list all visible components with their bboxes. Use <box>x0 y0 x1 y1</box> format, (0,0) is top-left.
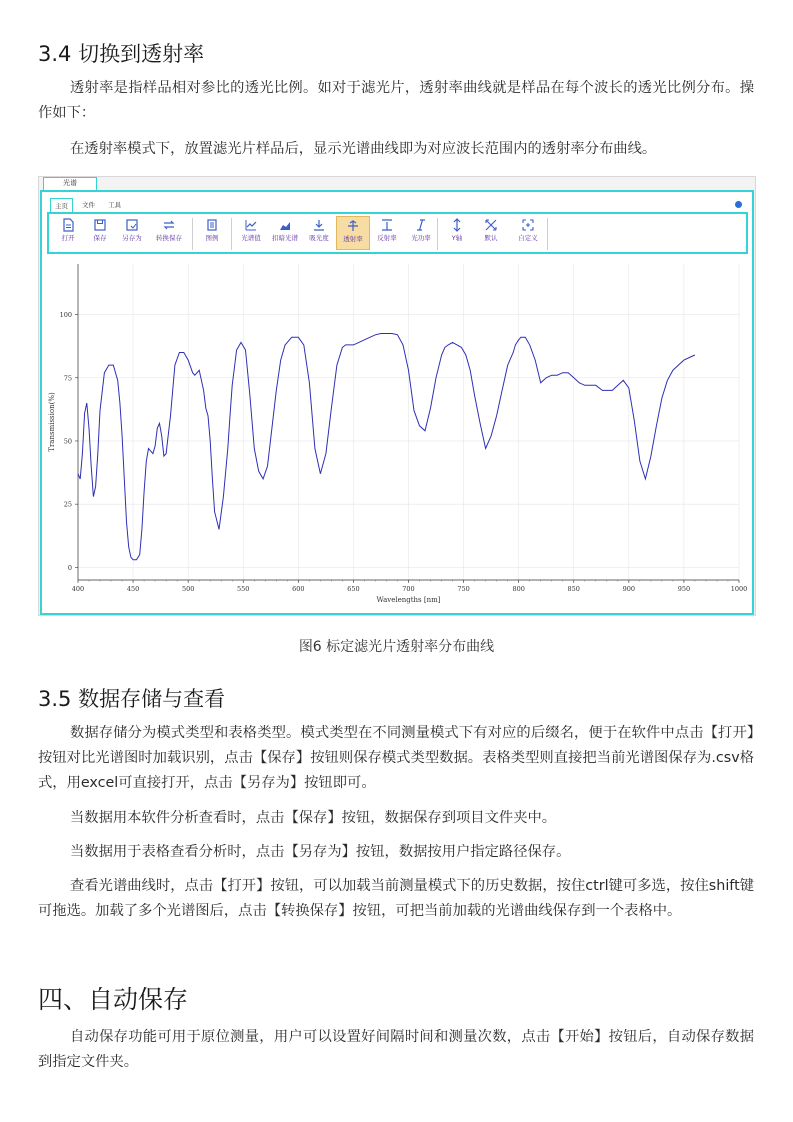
ribbon-toolbar <box>47 212 748 254</box>
x-tick-label: 900 <box>622 585 636 593</box>
paragraph-save-as-info: 当数据用于表格查看分析时，点击【另存为】按钮，数据按用户指定路径保存。 <box>70 844 571 860</box>
y-tick-label: 100 <box>59 311 72 320</box>
reflectance-label: 反射率 <box>377 234 397 242</box>
convert-save-label: 转换保存 <box>156 234 182 242</box>
y-tick-label: 75 <box>63 374 72 383</box>
x-tick-label: 600 <box>292 585 305 593</box>
paragraph-open-info: 查看光谱曲线时，点击【打开】按钮，可以加载当前测量模式下的历史数据，按住ctrl键可多选，按住shift键可拖选。加载了多个光谱图后，点击【转换保存】按钮，可把当前加载的光谱曲线保存到一个表格中。 <box>38 878 754 919</box>
download-icon <box>312 218 326 232</box>
x-tick-label: 750 <box>457 585 470 593</box>
y-axis-button[interactable] <box>440 216 474 250</box>
document-tab-strip <box>39 177 755 191</box>
figure-caption: 图6 标定滤光片透射率分布曲线 <box>298 639 495 655</box>
toolbar-separator <box>192 218 193 250</box>
toolbar-separator <box>437 218 438 250</box>
save-icon <box>93 218 107 232</box>
save-as-button[interactable] <box>115 216 149 250</box>
x-tick-label: 450 <box>126 585 140 593</box>
section-heading-3-4: 3.4 切换到透射率 <box>38 42 205 66</box>
ribbon-tab-home[interactable]: 主页 <box>50 198 73 213</box>
fit-icon <box>484 218 498 232</box>
paragraph-storage-types: 数据存储分为模式类型和表格类型。模式类型在不同测量模式下有对应的后缀名，便于在软件中点击【打开】按钮对比光谱图时加载识别，点击【保存】按钮则保存模式类型数据。表格类型则直接把当前光谱图保存为.csv格式，用excel可直接打开，点击【另存为】按钮即可。 <box>38 725 754 791</box>
legend-label: 图例 <box>205 234 219 242</box>
area-chart-icon <box>278 218 292 232</box>
scan-spectrum-label: 扣暗光谱 <box>272 234 298 242</box>
convert-save-button[interactable] <box>149 216 189 250</box>
chart-grid <box>78 264 739 580</box>
reflectance-button[interactable] <box>370 216 404 250</box>
absorbance-button[interactable] <box>302 216 336 250</box>
ribbon-collapse-icon[interactable] <box>735 201 742 208</box>
legend-button[interactable] <box>195 216 229 250</box>
transmission-chart <box>42 256 752 613</box>
section-heading-4: 四、自动保存 <box>38 985 189 1014</box>
transmittance-label: 透射率 <box>343 235 363 243</box>
save-as-label: 另存为 <box>122 234 142 242</box>
x-tick-label: 400 <box>71 585 85 593</box>
convert-icon <box>162 218 176 232</box>
line-chart-icon <box>244 218 258 232</box>
open-button[interactable] <box>51 216 85 250</box>
italic-i-icon <box>414 218 428 232</box>
y-tick-label: 0 <box>67 563 72 572</box>
y-tick-label: 50 <box>63 437 72 446</box>
scan-spectrum-button[interactable] <box>268 216 302 250</box>
default-button[interactable] <box>474 216 508 250</box>
x-tick-label: 850 <box>567 585 580 593</box>
default-label: 默认 <box>484 234 498 242</box>
chart-ticks <box>60 311 748 593</box>
x-tick-label: 950 <box>677 585 691 593</box>
custom-button[interactable] <box>508 216 548 250</box>
software-screenshot-figure <box>38 176 756 616</box>
paragraph-transmittance-intro: 透射率是指样品相对参比的透光比例。如对于滤光片，透射率曲线就是样品在每个波长的透光比例分布。操作如下： <box>38 80 754 121</box>
toolbar-separator <box>547 218 548 250</box>
y-tick-label: 25 <box>63 500 72 509</box>
vertical-arrows-icon <box>450 218 464 232</box>
spectrum-button[interactable] <box>234 216 268 250</box>
ribbon-tab-file[interactable]: 文件 <box>82 201 95 209</box>
x-tick-label: 800 <box>512 585 525 593</box>
transmission-series-line <box>78 334 695 560</box>
paragraph-save-info: 当数据用本软件分析查看时，点击【保存】按钮，数据保存到项目文件夹中。 <box>70 810 557 826</box>
save-label: 保存 <box>93 234 107 242</box>
power-button[interactable] <box>404 216 438 250</box>
toolbar-separator <box>231 218 232 250</box>
ribbon-tab-tools[interactable]: 工具 <box>108 201 121 209</box>
transmittance-button[interactable] <box>336 216 370 250</box>
paragraph-auto-save: 自动保存功能可用于原位测量，用户可以设置好间隔时间和测量次数，点击【开始】按钮后，自动保存数据到指定文件夹。 <box>38 1029 754 1070</box>
legend-icon <box>205 218 219 232</box>
x-tick-label: 700 <box>402 585 415 593</box>
spectrum-label: 光谱值 <box>241 234 261 242</box>
save-as-icon <box>125 218 139 232</box>
section-heading-3-5: 3.5 数据存储与查看 <box>38 687 226 711</box>
save-button[interactable] <box>83 216 117 250</box>
open-label: 打开 <box>61 234 75 242</box>
transmit-icon <box>346 219 360 233</box>
main-window-frame <box>40 190 754 615</box>
y-axis-label: Y轴 <box>451 234 463 242</box>
paragraph-transmittance-mode: 在透射率模式下，放置滤光片样品后，显示光谱曲线即为对应波长范围内的透射率分布曲线。 <box>70 141 657 157</box>
open-file-icon <box>61 218 75 232</box>
x-tick-label: 550 <box>237 585 250 593</box>
tab-spectrum[interactable]: 光谱 <box>43 177 97 190</box>
custom-label: 自定义 <box>518 234 538 242</box>
absorbance-label: 吸光度 <box>309 234 329 242</box>
x-axis-label: Wavelengths [nm] <box>376 596 441 604</box>
power-label: 光功率 <box>411 234 431 242</box>
custom-zoom-icon <box>521 218 535 232</box>
x-tick-label: 650 <box>347 585 360 593</box>
y-axis-label: Transmission(%) <box>48 392 56 452</box>
reflect-icon <box>380 218 394 232</box>
x-tick-label: 500 <box>181 585 195 593</box>
x-tick-label: 1000 <box>730 585 748 593</box>
